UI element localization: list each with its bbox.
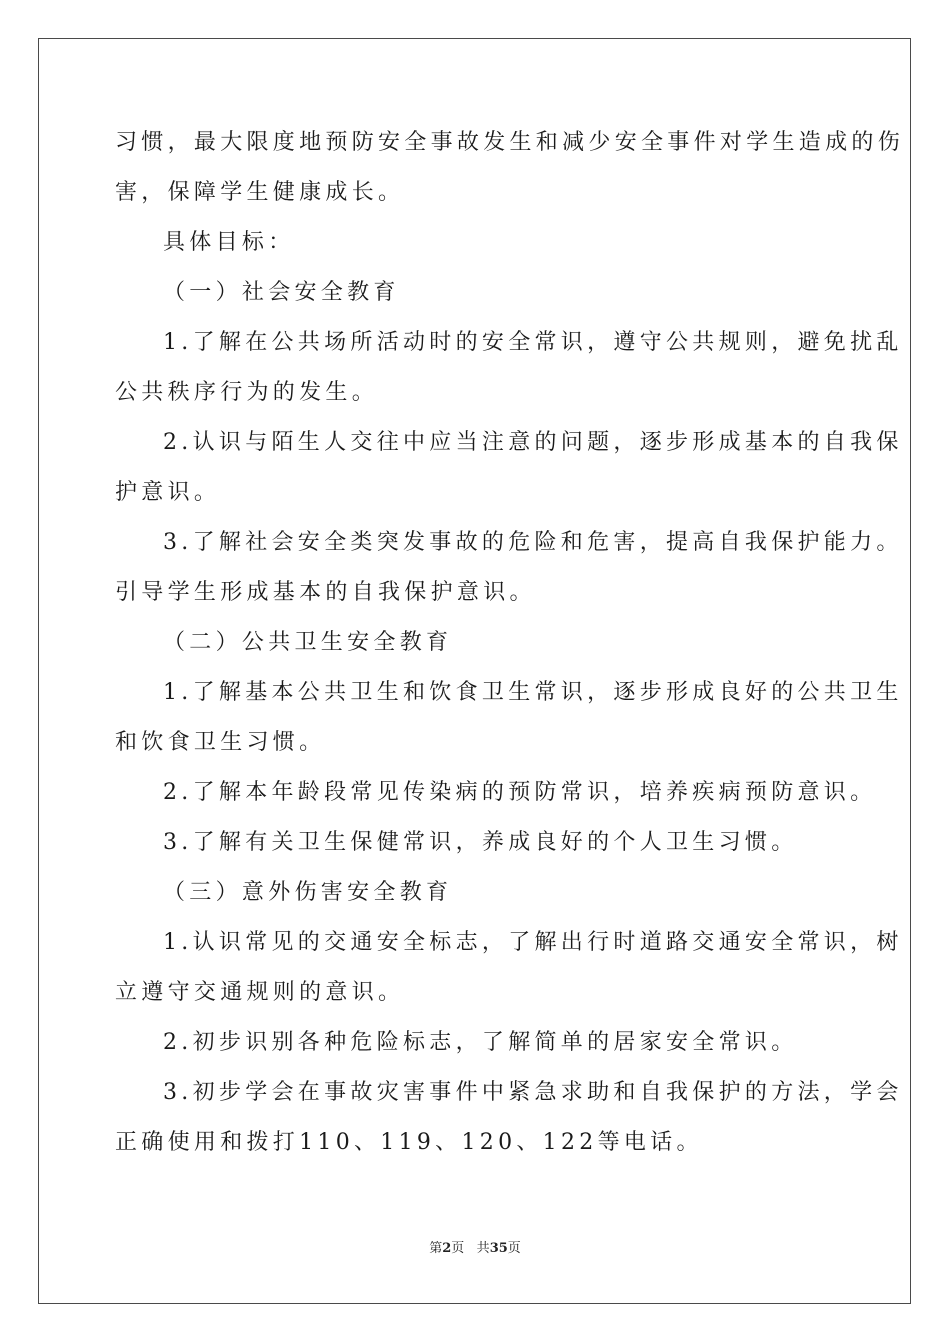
paragraph-line: 3.初步学会在事故灾害事件中紧急求助和自我保护的方法，学会 xyxy=(163,1080,903,1105)
paragraph-line: 1.认识常见的交通安全标志，了解出行时道路交通安全常识，树 xyxy=(163,930,903,955)
paragraph-line: 3.了解有关卫生保健常识，养成良好的个人卫生习惯。 xyxy=(163,830,798,855)
paragraph-line: 和饮食卫生习惯。 xyxy=(115,730,326,755)
paragraph-line: 2.初步识别各种危险标志，了解简单的居家安全常识。 xyxy=(163,1030,798,1055)
paragraph-line: 护意识。 xyxy=(115,480,221,505)
paragraph-line: 引导学生形成基本的自我保护意识。 xyxy=(115,580,536,605)
page-total-count: 35 xyxy=(489,1241,508,1256)
section-heading-3: （三）意外伤害安全教育 xyxy=(163,880,453,905)
paragraph-line: 公共秩序行为的发生。 xyxy=(115,380,379,405)
page-number-current: 2 xyxy=(442,1241,452,1256)
page-footer xyxy=(0,1240,950,1258)
paragraph-line: 3.了解社会安全类突发事故的危险和危害，提高自我保护能力。 xyxy=(163,530,903,555)
paragraph-line: 立遵守交通规则的意识。 xyxy=(115,980,405,1005)
paragraph-line: 2.认识与陌生人交往中应当注意的问题，逐步形成基本的自我保 xyxy=(163,430,903,455)
section-heading-1: （一）社会安全教育 xyxy=(163,280,400,305)
page-number-suffix: 页 xyxy=(451,1241,465,1256)
paragraph-line: 害，保障学生健康成长。 xyxy=(115,180,405,205)
paragraph-line: 习惯，最大限度地预防安全事故发生和减少安全事件对学生造成的伤 xyxy=(115,130,905,155)
section-heading-2: （二）公共卫生安全教育 xyxy=(163,630,453,655)
page-total-prefix: 共 xyxy=(476,1241,490,1256)
paragraph-line: 2.了解本年龄段常见传染病的预防常识，培养疾病预防意识。 xyxy=(163,780,877,805)
paragraph-line: 1.了解基本公共卫生和饮食卫生常识，逐步形成良好的公共卫生 xyxy=(163,680,903,705)
page-total-suffix: 页 xyxy=(507,1241,521,1256)
paragraph-line: 正确使用和拨打110、119、120、122等电话。 xyxy=(115,1130,703,1155)
page-number-prefix: 第 xyxy=(429,1241,443,1256)
subheading-goals: 具体目标： xyxy=(163,230,295,255)
paragraph-line: 1.了解在公共场所活动时的安全常识，遵守公共规则，避免扰乱 xyxy=(163,330,903,355)
